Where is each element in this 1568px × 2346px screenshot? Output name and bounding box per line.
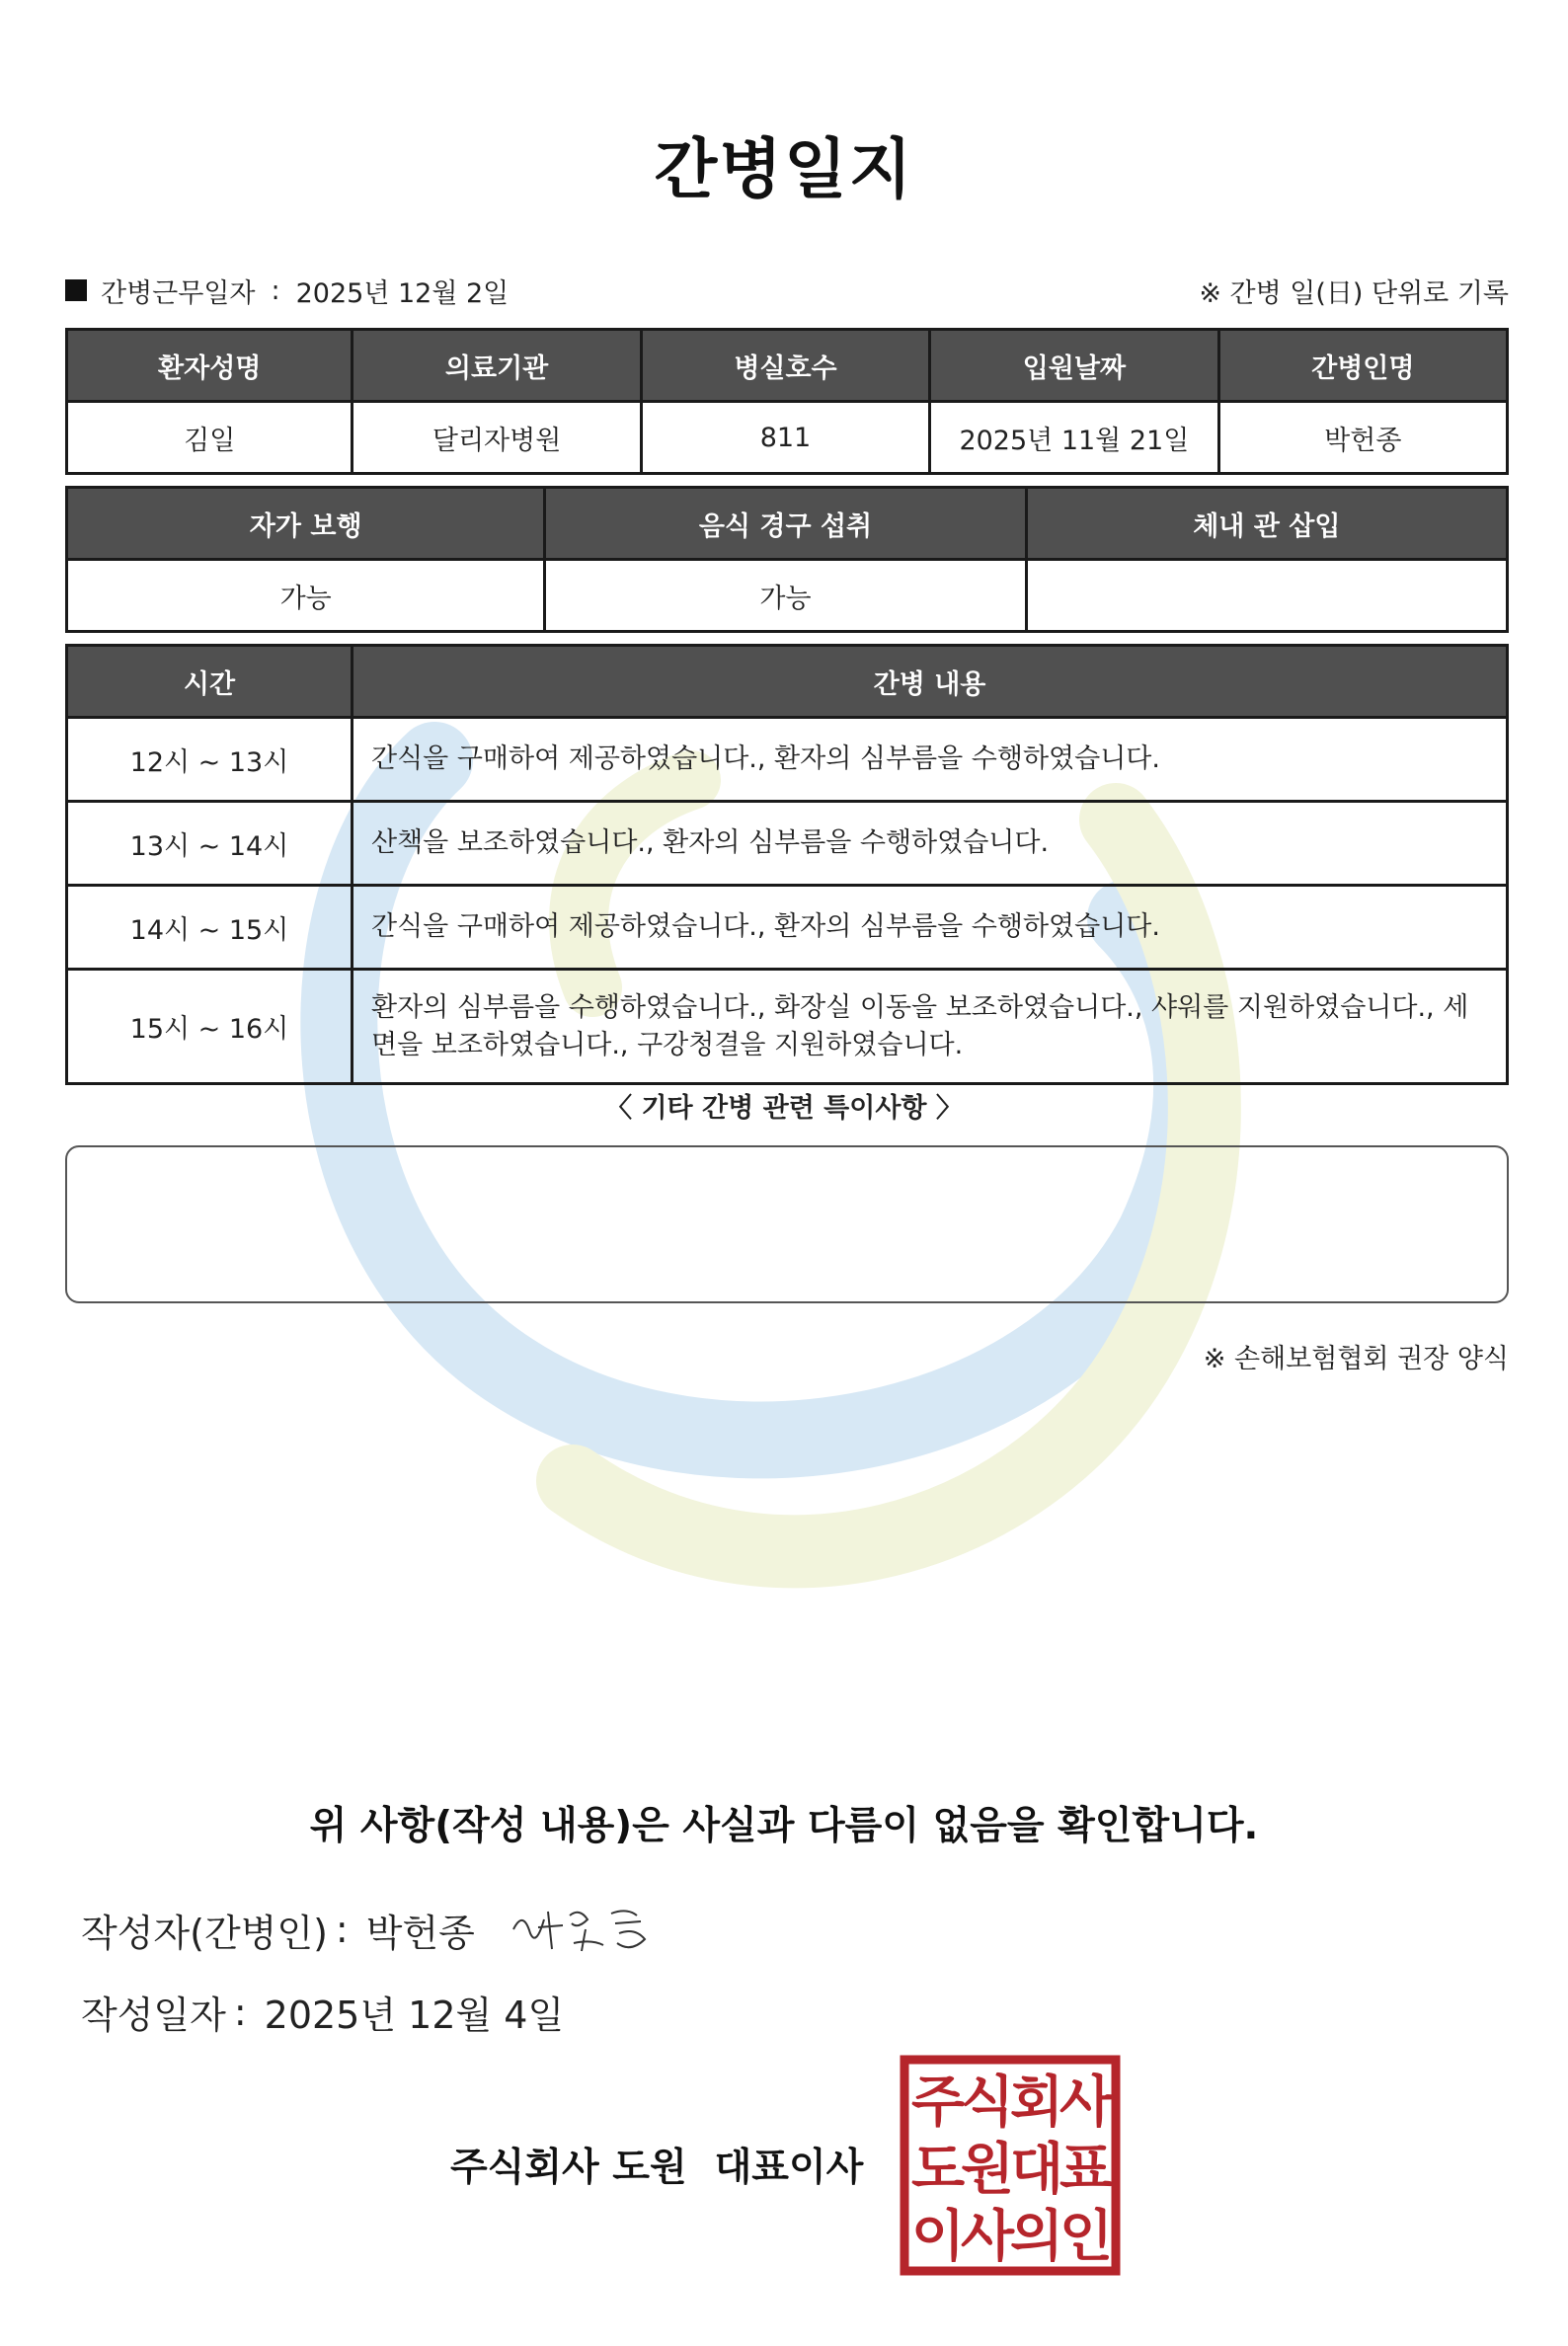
company-name: 주식회사 도원 bbox=[450, 2146, 687, 2190]
work-date-row bbox=[65, 271, 1509, 310]
form-source-footnote: ※ 손해보험협회 권장 양식 bbox=[1203, 1344, 1509, 1374]
svg-text:사: 사 bbox=[1058, 2071, 1114, 2135]
header-patient-name: 환자성명 bbox=[65, 328, 353, 403]
svg-text:주: 주 bbox=[910, 2071, 966, 2135]
writer-label: 작성자(간병인) bbox=[81, 1911, 328, 1955]
header-admission-date: 입원날짜 bbox=[931, 328, 1219, 403]
colon: : bbox=[233, 1990, 247, 2034]
table-row bbox=[65, 803, 1509, 887]
company-seal-stamp bbox=[899, 2054, 1122, 2277]
notes-section-label: 〈 기타 간병 관련 특이사항 〉 bbox=[605, 1093, 963, 1124]
log-content: 간식을 구매하여 제공하였습니다., 환자의 심부름을 수행하였습니다. bbox=[353, 887, 1509, 971]
confirmation-statement: 위 사항(작성 내용)은 사실과 다름이 없음을 확인합니다. bbox=[309, 1804, 1259, 1848]
table-header-row bbox=[65, 644, 1509, 719]
hospital-name: 달리자병원 bbox=[353, 403, 642, 475]
log-content: 간식을 구매하여 제공하였습니다., 환자의 심부름을 수행하였습니다. bbox=[353, 719, 1509, 803]
caregiver-name: 박헌종 bbox=[1220, 403, 1509, 475]
header-time: 시간 bbox=[65, 644, 353, 719]
log-time: 14시 ~ 15시 bbox=[65, 887, 353, 971]
care-log-table bbox=[65, 644, 1509, 1085]
header-hospital: 의료기관 bbox=[353, 328, 642, 403]
writer-line bbox=[81, 1900, 657, 1959]
work-date-label: 간병근무일자 bbox=[101, 277, 256, 309]
log-content: 산책을 보조하였습니다., 환자의 심부름을 수행하였습니다. bbox=[353, 803, 1509, 887]
table-header-row bbox=[65, 486, 1509, 561]
header-self-walking: 자가 보행 bbox=[65, 486, 546, 561]
svg-text:회: 회 bbox=[1009, 2071, 1064, 2135]
colon: : bbox=[271, 274, 280, 306]
notes-box bbox=[65, 1145, 1509, 1303]
log-time: 13시 ~ 14시 bbox=[65, 803, 353, 887]
log-time: 12시 ~ 13시 bbox=[65, 719, 353, 803]
document-title: 간병일지 bbox=[654, 131, 914, 207]
table-row bbox=[65, 719, 1509, 803]
room-number: 811 bbox=[643, 403, 931, 475]
patient-name: 김일 bbox=[65, 403, 353, 475]
table-header-row bbox=[65, 328, 1509, 403]
svg-text:사: 사 bbox=[960, 2205, 1015, 2269]
table-row bbox=[65, 403, 1509, 475]
log-time: 15시 ~ 16시 bbox=[65, 971, 353, 1085]
oral-intake-value: 가능 bbox=[546, 561, 1027, 633]
svg-text:이: 이 bbox=[910, 2205, 966, 2269]
written-date-label: 작성일자 bbox=[81, 1994, 226, 2037]
writer-name: 박헌종 bbox=[365, 1911, 475, 1955]
company-signature-line bbox=[450, 2137, 863, 2192]
table-row bbox=[65, 561, 1509, 633]
svg-text:식: 식 bbox=[960, 2071, 1015, 2135]
svg-text:표: 표 bbox=[1058, 2138, 1114, 2202]
written-date-line bbox=[81, 1985, 564, 2039]
header-caregiver-name: 간병인명 bbox=[1220, 328, 1509, 403]
record-unit-note: ※ 간병 일(日) 단위로 기록 bbox=[1199, 277, 1509, 309]
header-oral-intake: 음식 경구 섭취 bbox=[546, 486, 1027, 561]
log-content: 환자의 심부름을 수행하였습니다., 화장실 이동을 보조하였습니다., 샤워를 지원하였습니다., 세면을 보조하였습니다., 구강청결을 지원하였습니다. bbox=[353, 971, 1509, 1085]
work-date-value: 2025년 12월 2일 bbox=[295, 277, 510, 309]
self-walking-value: 가능 bbox=[65, 561, 546, 633]
table-row bbox=[65, 887, 1509, 971]
header-tube-insertion: 체내 관 삽입 bbox=[1028, 486, 1509, 561]
patient-status-table bbox=[65, 486, 1509, 633]
tube-insertion-value bbox=[1028, 561, 1509, 633]
svg-text:대: 대 bbox=[1009, 2138, 1064, 2202]
representative-title: 대표이사 bbox=[714, 2146, 864, 2190]
patient-info-table bbox=[65, 328, 1509, 475]
svg-text:도: 도 bbox=[910, 2138, 966, 2202]
colon: : bbox=[335, 1908, 349, 1951]
bullet-square-icon bbox=[65, 279, 87, 301]
table-row bbox=[65, 971, 1509, 1085]
header-room-number: 병실호수 bbox=[643, 328, 931, 403]
svg-text:의: 의 bbox=[1009, 2205, 1064, 2269]
svg-text:인: 인 bbox=[1058, 2205, 1114, 2269]
svg-text:원: 원 bbox=[960, 2138, 1015, 2202]
handwritten-signature bbox=[509, 1900, 657, 1959]
header-care-content: 간병 내용 bbox=[353, 644, 1509, 719]
written-date-value: 2025년 12월 4일 bbox=[264, 1994, 565, 2037]
admission-date: 2025년 11월 21일 bbox=[931, 403, 1219, 475]
